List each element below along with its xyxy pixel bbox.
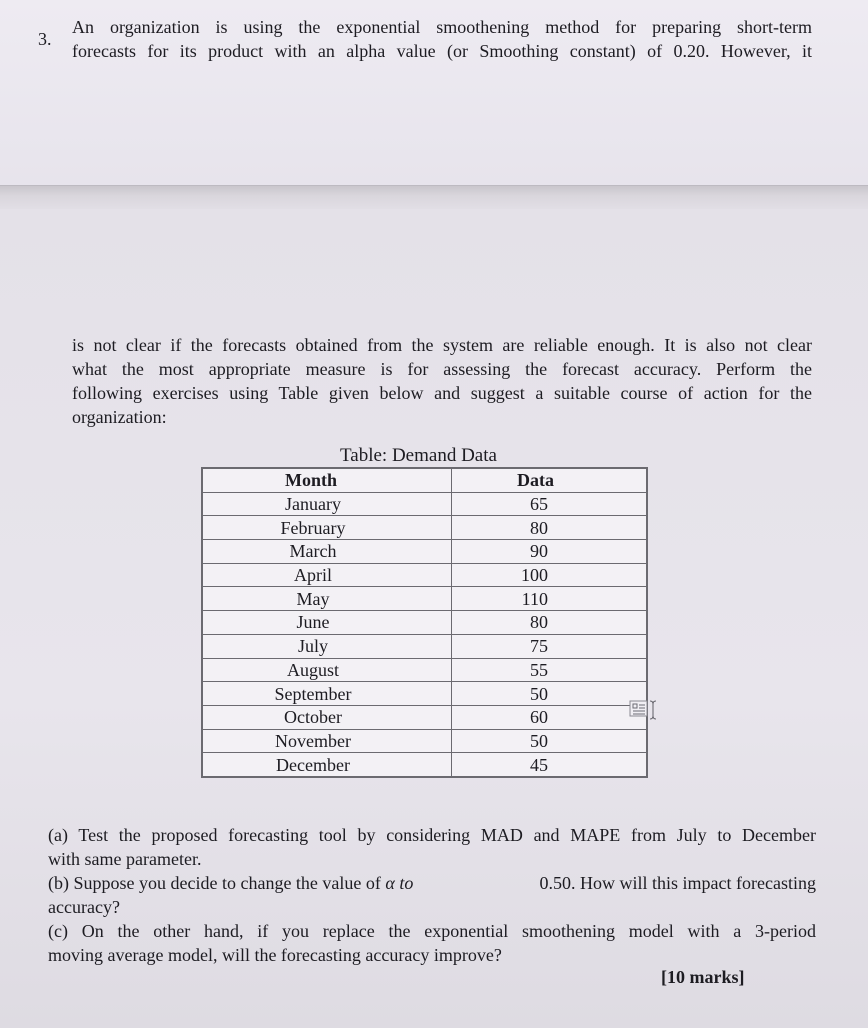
value-cell: 55 <box>452 658 647 682</box>
month-cell: July <box>203 634 452 658</box>
month-cell: October <box>203 705 452 729</box>
part-b-text-after: 0.50. How will this impact forecasting <box>535 873 816 893</box>
value-cell: 100 <box>452 563 647 587</box>
data-column-header: Data <box>452 469 647 493</box>
page-fold-strip <box>0 185 868 210</box>
part-b-line-1 <box>48 871 816 895</box>
table-header-row <box>203 469 647 493</box>
question-parts <box>48 823 816 967</box>
table-layout-options-icon[interactable] <box>629 699 659 721</box>
table-row <box>203 705 647 729</box>
value-cell: 65 <box>452 492 647 516</box>
month-cell: December <box>203 753 452 777</box>
value-cell: 60 <box>452 705 647 729</box>
table-row <box>203 611 647 635</box>
question-number: 3. <box>38 29 52 49</box>
part-a-line-2: with same parameter. <box>48 849 202 869</box>
continuation-line-4: organization: <box>72 407 167 427</box>
intro-line-2: forecasts for its product with an alpha value (or Smoothing constant) of 0.20. However, it <box>72 41 812 61</box>
table-row <box>203 729 647 753</box>
continuation-line-1: is not clear if the forecasts obtained from the system are reliable enough. It is also not clear <box>72 335 812 355</box>
month-cell: April <box>203 563 452 587</box>
table-row <box>203 492 647 516</box>
part-b <box>48 871 816 919</box>
continuation-line-2: what the most appropriate measure is for assessing the forecast accuracy. Perform the <box>72 359 812 379</box>
part-c-line-1: (c) On the other hand, if you replace the exponential smoothening model with a 3-period <box>48 921 816 941</box>
month-cell: November <box>203 729 452 753</box>
value-cell: 50 <box>452 729 647 753</box>
value-cell: 110 <box>452 587 647 611</box>
value-cell: 80 <box>452 611 647 635</box>
table-row <box>203 634 647 658</box>
table-caption: Table: Demand Data <box>340 445 497 466</box>
month-cell: January <box>203 492 452 516</box>
question-continuation <box>72 333 812 429</box>
value-cell: 75 <box>452 634 647 658</box>
value-cell: 90 <box>452 540 647 564</box>
part-c-line-2: moving average model, will the forecasting accuracy improve? <box>48 945 502 965</box>
layout-options-glyph <box>629 699 659 721</box>
table-row <box>203 682 647 706</box>
part-c <box>48 919 816 967</box>
table-row <box>203 540 647 564</box>
value-cell: 45 <box>452 753 647 777</box>
table-row <box>203 563 647 587</box>
part-b-line-2: accuracy? <box>48 897 120 917</box>
part-b-text-before: (b) Suppose you decide to change the value of <box>48 873 386 893</box>
question-intro <box>72 15 812 63</box>
intro-line-1: An organization is using the exponential smoothening method for preparing short-term <box>72 17 812 37</box>
value-cell: 80 <box>452 516 647 540</box>
month-cell: May <box>203 587 452 611</box>
table-row <box>203 587 647 611</box>
value-cell: 50 <box>452 682 647 706</box>
month-cell: March <box>203 540 452 564</box>
part-b-alpha: α to <box>385 873 414 893</box>
month-cell: June <box>203 611 452 635</box>
month-cell: September <box>203 682 452 706</box>
part-a-line-1: (a) Test the proposed forecasting tool by considering MAD and MAPE from July to December <box>48 825 816 845</box>
table-row <box>203 516 647 540</box>
demand-data-table <box>202 468 647 777</box>
marks-label: [10 marks] <box>661 967 745 987</box>
table-row <box>203 658 647 682</box>
table-row <box>203 753 647 777</box>
month-cell: February <box>203 516 452 540</box>
month-column-header: Month <box>203 469 452 493</box>
continuation-line-3: following exercises using Table given below and suggest a suitable course of action for the <box>72 383 812 403</box>
part-a <box>48 823 816 871</box>
month-cell: August <box>203 658 452 682</box>
